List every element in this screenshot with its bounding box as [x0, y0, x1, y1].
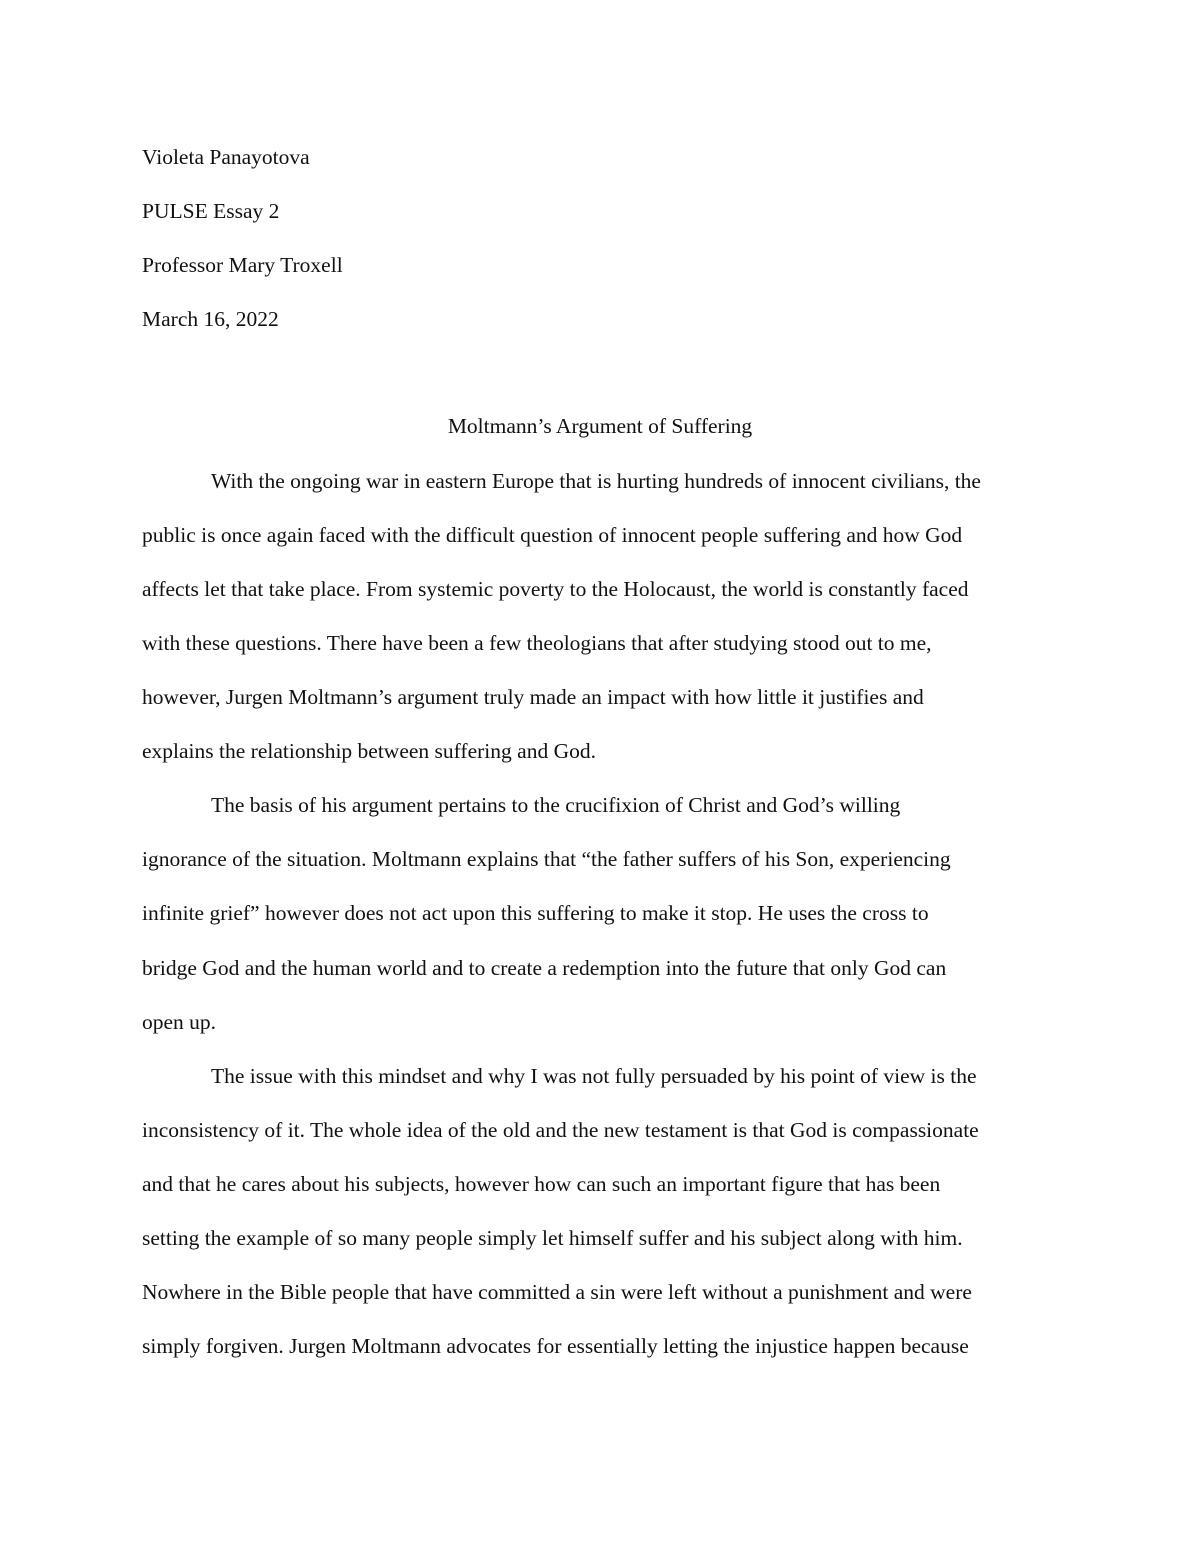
paragraph-1-line-1: With the ongoing war in eastern Europe that is hurting hundreds of innocent civilians, the [211, 469, 981, 493]
paragraph-2-line-2: ignorance of the situation. Moltmann explains that “the father suffers of his Son, experiencing [142, 847, 951, 871]
paragraph-1-line-3: affects let that take place. From systemic poverty to the Holocaust, the world is constantly faced [142, 577, 969, 601]
paragraph-1-line-2: public is once again faced with the difficult question of innocent people suffering and how God [142, 523, 963, 547]
paragraph-2-line-3: infinite grief” however does not act upon this suffering to make it stop. He uses the cross to [142, 901, 929, 925]
paragraph-1-line-6: explains the relationship between suffering and God. [142, 739, 596, 763]
essay-date: March 16, 2022 [142, 307, 279, 331]
paragraph-2-line-5: open up. [142, 1010, 217, 1034]
paragraph-1-line-5: however, Jurgen Moltmann’s argument truly made an impact with how little it justifies and [142, 685, 924, 709]
course-name: PULSE Essay 2 [142, 199, 280, 223]
paragraph-1-line-4: with these questions. There have been a few theologians that after studying stood out to me, [142, 631, 932, 655]
paragraph-3-line-1: The issue with this mindset and why I was not fully persuaded by his point of view is the [211, 1064, 977, 1088]
essay-title: Moltmann’s Argument of Suffering [447, 414, 753, 438]
paragraph-3-line-2: inconsistency of it. The whole idea of the old and the new testament is that God is compassionate [142, 1118, 979, 1142]
author-name: Violeta Panayotova [142, 145, 310, 169]
paragraph-3-line-4: setting the example of so many people simply let himself suffer and his subject along with him. [142, 1226, 963, 1250]
paragraph-3-line-5: Nowhere in the Bible people that have committed a sin were left without a punishment and were [142, 1280, 972, 1304]
paragraph-3-line-3: and that he cares about his subjects, however how can such an important figure that has been [142, 1172, 941, 1196]
paragraph-2-line-4: bridge God and the human world and to create a redemption into the future that only God can [142, 956, 947, 980]
professor-name: Professor Mary Troxell [142, 253, 343, 277]
paragraph-2-line-1: The basis of his argument pertains to the crucifixion of Christ and God’s willing [211, 793, 901, 817]
paragraph-3-line-6: simply forgiven. Jurgen Moltmann advocates for essentially letting the injustice happen because [142, 1334, 969, 1358]
